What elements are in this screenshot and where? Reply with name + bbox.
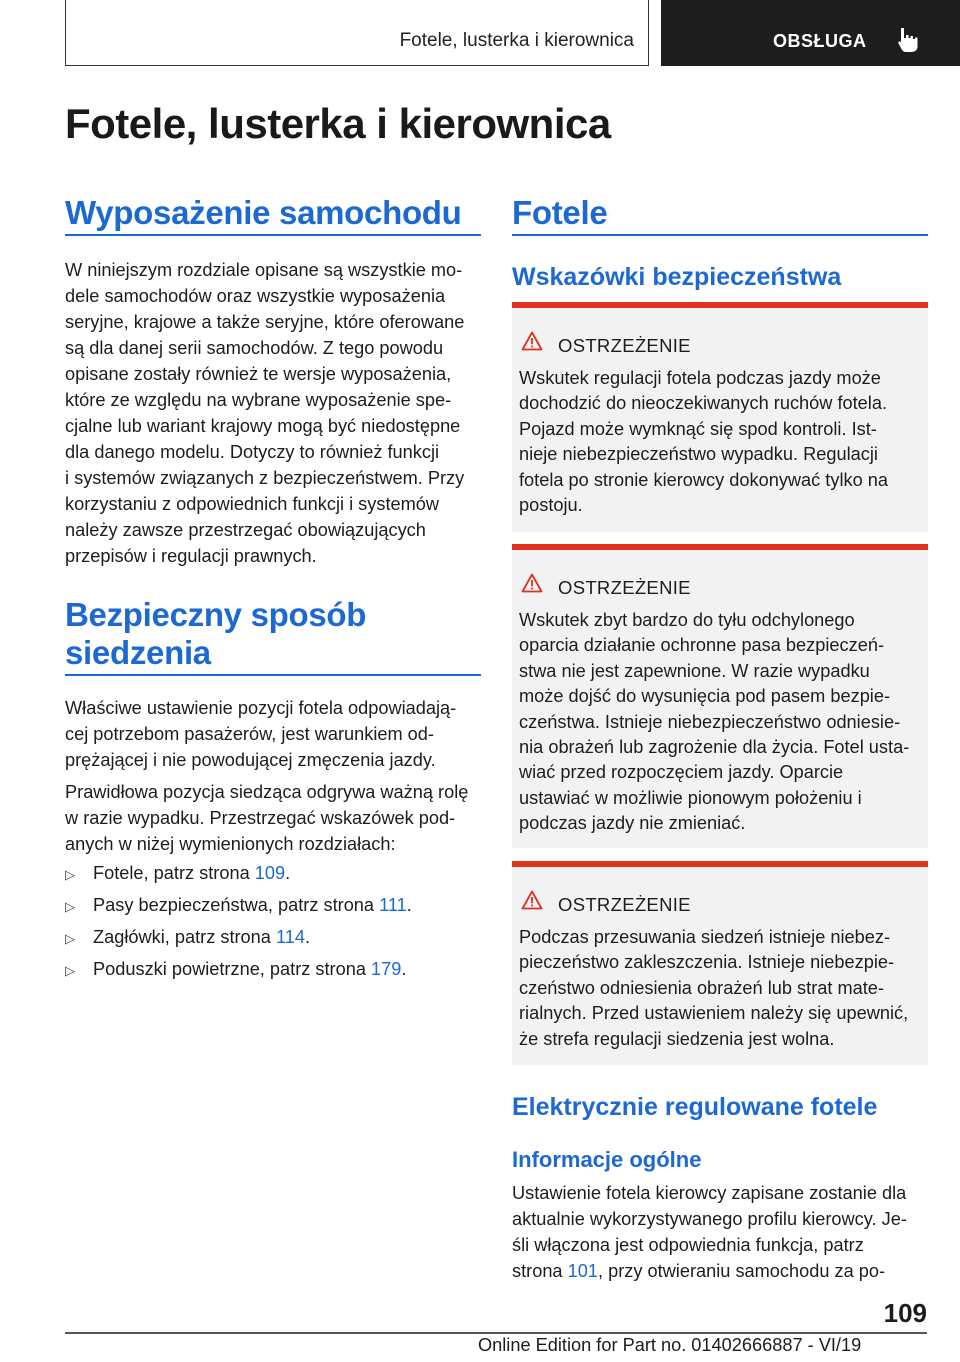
paragraph-general: Ustawienie fotela kierowcy zapisane zostanie dla aktualnie wykorzystywanego profilu kierowcy. Je- śli włączona jest odpowiednia funkcja, patrz (512, 1183, 907, 1255)
heading-general-info: Informacje ogólne (512, 1147, 702, 1172)
header-chapter-tab[interactable] (661, 0, 960, 66)
page-title: Fotele, lusterka i kierownica (65, 100, 611, 147)
heading-electric-seats: Elektrycznie regulowane fotele (512, 1093, 878, 1121)
page-link[interactable]: 111 (379, 895, 407, 915)
warning-triangle-icon (521, 890, 543, 910)
heading-rule (65, 674, 481, 676)
triangle-bullet-icon: ▷ (65, 867, 75, 882)
paragraph-text: , przy otwieraniu samochodu za po- (597, 1261, 886, 1281)
warning-text: Podczas przesuwania siedzeń istnieje niebez- pieczeństwo zakleszczenia. Istnieje niebezpie- czeństwo odniesienia obrażeń lub strat mate- rialnych. Przed ustawieniem należy się upewnić, że strefa regulacji siedzenia jest wolna. (519, 927, 909, 1049)
list-item: ▷ Pasy bezpieczeństwa, patrz strona 111. (65, 892, 75, 970)
footer-edition: Online Edition for Part no. 01402666887 - VI/19 (478, 1335, 862, 1355)
warning-text: Wskutek regulacji fotela podczas jazdy może dochodzić do nieoczekiwanych ruchów fotela. Pojazd może wymknąć się spod kontroli. Ist- nieje niebezpieczeństwo wypadku. Regulacji fotela po stronie kierowcy dokonywać tylko na postoju. (519, 368, 888, 516)
warning-title: OSTRZEŻENIE (558, 894, 691, 915)
list-item-text: Poduszki powietrzne, patrz strona (93, 959, 371, 979)
heading-rule (512, 234, 928, 236)
warning-box (512, 544, 928, 848)
page-link[interactable]: 101 (567, 1261, 598, 1281)
triangle-bullet-icon: ▷ (65, 899, 75, 914)
warning-text: Wskutek zbyt bardzo do tyłu odchylonego oparcia działanie ochronne pasa bezpieczeń- stwa nie jest zapewnione. W razie wypadku może dojść do wysunięcia pod pasem bezpie- czeństwa. Istnieje niebezpieczeństwo odniesie- nia obrażeń lub zagrożenie dla życia. Fotel usta- wiać przed rozpoczęciem jazdy. Oparcie ustawiać w możliwie pionowym położeniu i podczas jazdy nie zmieniać. (519, 610, 910, 834)
heading-safety: Wskazówki bezpieczeństwa (512, 263, 842, 291)
triangle-bullet-icon: ▷ (65, 963, 75, 978)
list-item: ▷ Fotele, patrz strona 109. (65, 860, 75, 938)
header-section-box (65, 0, 649, 66)
page-link[interactable]: 179 (371, 959, 402, 979)
paragraph-general-last-line (512, 1258, 885, 1284)
heading-rule (65, 234, 481, 236)
paragraph-equipment: W niniejszym rozdziale opisane są wszystkie mo- dele samochodów oraz wszystkie wyposażenia seryjne, krajowe a także seryjne, które oferowane są dla danej serii samochodów. Z tego powodu opisane zostały również te wersje wyposażenia, które ze względu na wybrane wyposażenie spe- cjalne lub wariant krajowy mogą być niedostępne dla danego modelu. Dotyczy to również funkcji i systemów związanych z bezpieczeństwem. Przy korzystaniu z odpowiednich funkcji i systemów należy zawsze przestrzegać obowiązujących przepisów i regulacji prawnych. (65, 260, 465, 566)
heading-sitting-line2: siedzenia (65, 634, 211, 671)
warning-title: OSTRZEŻENIE (558, 335, 691, 356)
header-chapter-label: OBSŁUGA (773, 31, 867, 51)
warning-box (512, 302, 928, 532)
list-item-text: Zagłówki, patrz strona (93, 927, 276, 947)
list-item: ▷ Poduszki powietrzne, patrz strona 179. (65, 956, 75, 1034)
paragraph-sitting-1: Właściwe ustawienie pozycji fotela odpowiadają- cej potrzebom pasażerów, jest warunkiem od- prężającej i nie powodującej zmęczenia jazdy. (65, 698, 457, 770)
header-section-title: Fotele, lusterka i kierownica (399, 30, 634, 51)
heading-equipment: Wyposażenie samochodu (65, 194, 462, 231)
hand-pointer-icon (897, 27, 919, 53)
footer-rule (65, 1332, 927, 1334)
list-item-text: Fotele, patrz strona (93, 863, 255, 883)
paragraph-text: strona (512, 1261, 568, 1281)
page-number: 109 (883, 1298, 927, 1328)
heading-seats: Fotele (512, 194, 608, 231)
heading-sitting-line1: Bezpieczny sposób (65, 596, 367, 633)
warning-box (512, 861, 928, 1065)
warning-title: OSTRZEŻENIE (558, 577, 691, 598)
page-link[interactable]: 114 (275, 927, 305, 947)
page-link[interactable]: 109 (254, 863, 286, 883)
paragraph-sitting-2: Prawidłowa pozycja siedząca odgrywa ważną rolę w razie wypadku. Przestrzegać wskazówek pod- anych w niżej wymienionych rozdziałach: (65, 782, 469, 854)
warning-triangle-icon (521, 331, 543, 351)
triangle-bullet-icon: ▷ (65, 931, 75, 946)
list-item-text: Pasy bezpieczeństwa, patrz strona (93, 895, 380, 915)
list-item: ▷ Zagłówki, patrz strona 114. (65, 924, 75, 1002)
warning-triangle-icon (521, 573, 543, 593)
